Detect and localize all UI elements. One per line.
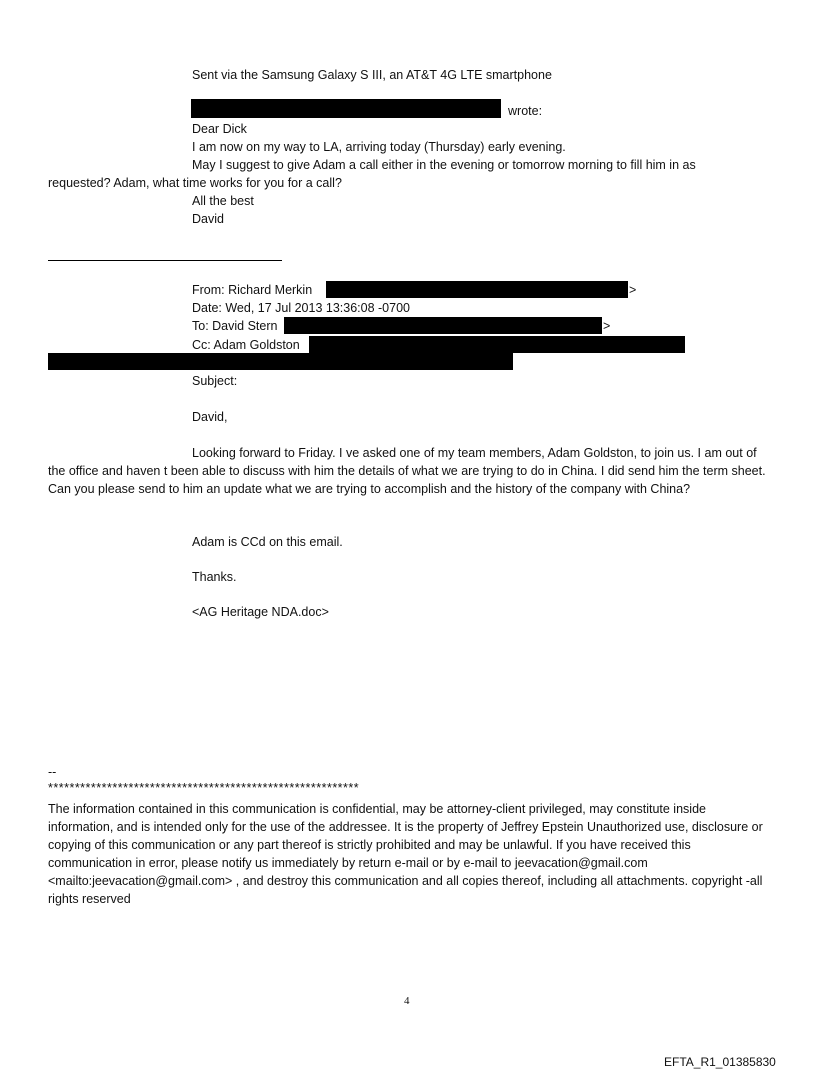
signature-dashes: --	[48, 765, 57, 779]
cc-note: Adam is CCd on this email.	[192, 535, 343, 549]
confidentiality-disclaimer: The information contained in this communication is confidential, may be attorney-client privileged, may constitute inside information, and is intended only for the use of the addressee. It is the property of Jeffrey Epstein Unauthorized use, disclosure or copying of this communication or any part thereof is strictly prohibited and may be unlawful. If you have received this communication in error, please notify us immediately by return e-mail or by e-mail to jeevacation@gmail.com <mailto:jeevacation@gmail.com> , and destroy this communication and all copies thereof, including all attachments. copyright -all rights reserved	[48, 802, 763, 906]
attachment-name: <AG Heritage NDA.doc>	[192, 605, 329, 619]
wrote-label: wrote:	[508, 104, 543, 118]
redaction-block	[191, 99, 501, 118]
reply-line-1: I am now on my way to LA, arriving today (Thursday) early evening.	[192, 140, 566, 154]
salutation: David,	[192, 410, 228, 424]
reply-signature: David	[192, 212, 224, 226]
reply-closing: All the best	[192, 194, 254, 208]
greeting: Dear Dick	[192, 122, 247, 136]
cc-line: Cc: Adam Goldston	[192, 338, 300, 352]
redaction-block	[326, 281, 628, 298]
document-id: EFTA_R1_01385830	[664, 1055, 776, 1069]
sent-via-line: Sent via the Samsung Galaxy S III, an AT&T 4G LTE smartphone	[192, 68, 552, 82]
thanks: Thanks.	[192, 570, 237, 584]
from-line-end: >	[629, 283, 637, 297]
date-line: Date: Wed, 17 Jul 2013 13:36:08 -0700	[192, 301, 410, 315]
message-body: Looking forward to Friday. I ve asked one of my team members, Adam Goldston, to join us. I am out of the office and haven t been able to discuss with him the details of what we are trying to do in China. I did send him the term sheet. Can you please send to him an update what we are trying to accomplish and the history of the company with China?	[48, 446, 766, 496]
asterisk-divider: **********************************************************	[48, 781, 360, 795]
separator-rule	[48, 260, 282, 261]
reply-line-2a: May I suggest to give Adam a call either in the evening or tomorrow morning to fill him in as	[192, 158, 696, 172]
to-line: To: David Stern	[192, 319, 278, 333]
redaction-block	[48, 353, 513, 370]
to-line-end: >	[603, 319, 611, 333]
page-number: 4	[404, 995, 410, 1007]
subject-line: Subject:	[192, 374, 238, 388]
redaction-block	[284, 317, 602, 334]
reply-line-2b: requested? Adam, what time works for you for a call?	[48, 176, 342, 190]
redaction-block	[309, 336, 685, 353]
from-line: From: Richard Merkin	[192, 283, 313, 297]
